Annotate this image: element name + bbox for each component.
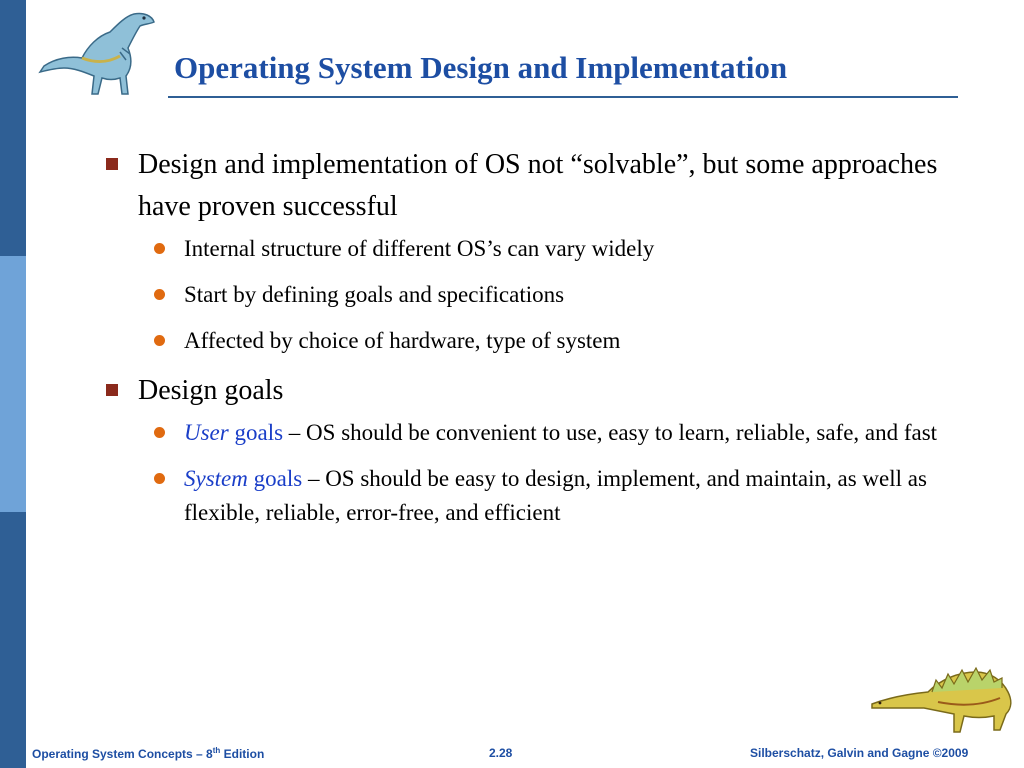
footer-edition-text: Edition (220, 747, 265, 761)
square-bullet-icon (106, 384, 118, 396)
slide-title: Operating System Design and Implementation (174, 50, 788, 85)
sub-bullet (146, 232, 980, 266)
sub-bullet (146, 324, 980, 358)
slide-number: 2.28 (489, 746, 513, 760)
footer-authors: Silberschatz, Galvin and Gagne ©2009 (750, 746, 969, 760)
sub-bullet-text: – OS should be easy to design, implement, and maintain, as well as flexible, reliable, error-free, and efficient (184, 466, 927, 525)
bullet-text: Design and implementation of OS not “solvable”, but some approaches have proven successful (138, 149, 938, 222)
footer-superscript: th (212, 746, 221, 755)
sub-bullet (146, 278, 980, 312)
system-keyword: System (184, 466, 248, 491)
sub-bullet-text: Affected by choice of hardware, type of system (184, 328, 621, 353)
stegosaurus-icon (868, 658, 1018, 736)
footer-book-title (32, 746, 264, 761)
title-divider (168, 96, 958, 98)
bullet-design-goals (100, 370, 980, 412)
user-keyword: User (184, 420, 229, 445)
goals-keyword: goals (253, 466, 303, 491)
left-accent-bar-highlight (0, 256, 26, 512)
dot-bullet-icon (154, 473, 165, 484)
sub-bullet-text: Internal structure of different OS’s can vary widely (184, 236, 655, 261)
square-bullet-icon (106, 158, 118, 170)
dot-bullet-icon (154, 335, 165, 346)
footer-book-title-text: Operating System Concepts – 8 (32, 747, 213, 761)
dot-bullet-icon (154, 427, 165, 438)
sub-bullet-text: – OS should be convenient to use, easy to learn, reliable, safe, and fast (283, 420, 938, 445)
sub-bullet-system-goals (146, 462, 980, 530)
sub-bullet-text: Start by defining goals and specifications (184, 282, 565, 307)
dot-bullet-icon (154, 289, 165, 300)
bullet-design-implementation (100, 144, 980, 228)
slide-content (100, 144, 980, 542)
dinosaur-logo-icon (36, 6, 158, 98)
bullet-text: Design goals (138, 375, 284, 406)
sub-bullet-user-goals (146, 416, 980, 450)
goals-keyword: goals (234, 420, 284, 445)
dot-bullet-icon (154, 243, 165, 254)
